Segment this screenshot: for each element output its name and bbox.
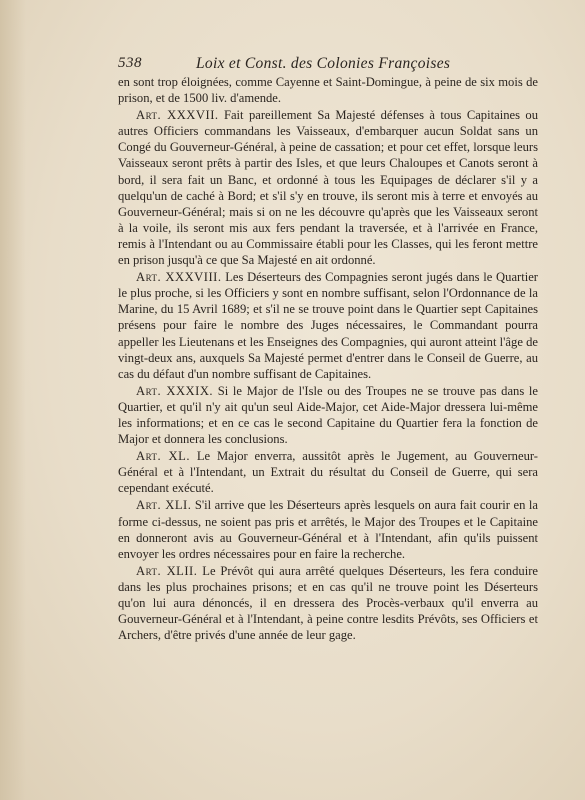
page-gutter-shadow	[0, 0, 26, 800]
article-text: Le Major enverra, aussitôt après le Jugement, au Gouverneur-Général et à l'Intendant, un Extrait du résultat du Conseil de Guerre, qui sera cependant exécuté.	[118, 449, 538, 496]
article-text: S'il arrive que les Déserteurs après lesquels on aura fait courir en la forme ci-dessus, ne soient pas pris et arrêtés, le Major des Troupes et le Capitaine en donneront avis au Gouverneur-Général et à l'Intendant, afin qu'ils puissent envoyer les ordres nécessaires pour en faire la recherche.	[118, 498, 538, 561]
article-label: Art. XXXVIII.	[136, 270, 222, 285]
running-title: Loix et Const. des Colonies Françoises	[196, 55, 451, 72]
article-text: Fait pareillement Sa Majesté défenses à tous Capitaines ou autres Officiers commandans les Vaisseaux, d'embarquer aucun Soldat sans un Congé du Gouverneur-Général, à peine de cassation; et pour cet effet, lorsque leurs Vaisseaux seront prêts à partir des Isles, et que leurs Chaloupes et Canots seront à bord, il sera fait un Banc, et ordonné à tous les Equipages de déclarer s'il y a quelqu'un de caché à Bord; et s'il s'y en trouve, ils seront mis à terre et envoyés au Gouverneur-Général; mais si on ne les découvre qu'après que les Vaisseaux seront à la voile, ils seront mis aux fers pendant la traversée, et à l'arrivée en France, remis à l'Intendant ou au Commissaire établi pour les Classes, qui les feront mettre en prison jusqu'à ce que Sa Majesté en ait ordonné.	[118, 108, 538, 268]
article-40	[118, 448, 538, 496]
article-41	[118, 497, 538, 561]
page-number: 538	[118, 55, 142, 71]
body-text	[118, 74, 538, 644]
article-label: Art. XXXVII.	[136, 108, 219, 123]
article-39	[118, 383, 538, 447]
article-text: Les Déserteurs des Compagnies seront jugés dans le Quartier le plus proche, si les Officiers y sont en nombre suffisant, selon l'Ordonnance de la Marine, du 15 Avril 1689; et s'il ne se trouve point dans le Quartier sept Capitaines présens pour faire le nombre des Juges nécessaires, le Commandant pourra appeller les Lieutenans et les Enseignes des Compagnies, qui auront atteint l'âge de vingt-deux ans, auxquels Sa Majesté permet d'entrer dans le Conseil de Guerre, au cas du défaut d'un nombre suffisant de Capitaines.	[118, 270, 539, 381]
article-label: Art. XL.	[136, 449, 190, 464]
article-37	[118, 107, 538, 268]
page-header	[118, 55, 534, 73]
paragraph-text: en sont trop éloignées, comme Cayenne et Saint-Domingue, à peine de six mois de prison, et de 1500 liv. d'amende.	[118, 75, 538, 106]
article-label: Art. XLII.	[136, 563, 198, 578]
article-text: Le Prévôt qui aura arrêté quelques Déserteurs, les fera conduire dans les plus prochaines prisons; et en cas qu'il ne trouve point les Déserteurs qu'on lui aura dénoncés, il en dressera des Procès-verbaux qu'il enverra au Gouverneur-Général et à l'Intendant, à peine contre lesdits Prévôts, ses Officiers et Archers, d'être privés d'une année de leur gage.	[118, 563, 538, 643]
article-label: Art. XLI.	[136, 498, 192, 513]
article-label: Art. XXXIX.	[136, 383, 214, 398]
article-text: Si le Major de l'Isle ou des Troupes ne se trouve pas dans le Quartier, et qu'il n'y ait qu'un seul Aide-Major, cet Aide-Major dressera lui-même les informations; et en ce cas le second Capitaine du Quartier fera la fonction de Major et donnera les conclusions.	[118, 383, 538, 447]
article-38	[118, 269, 538, 382]
article-42	[118, 563, 538, 643]
paragraph-continuation	[118, 74, 538, 106]
